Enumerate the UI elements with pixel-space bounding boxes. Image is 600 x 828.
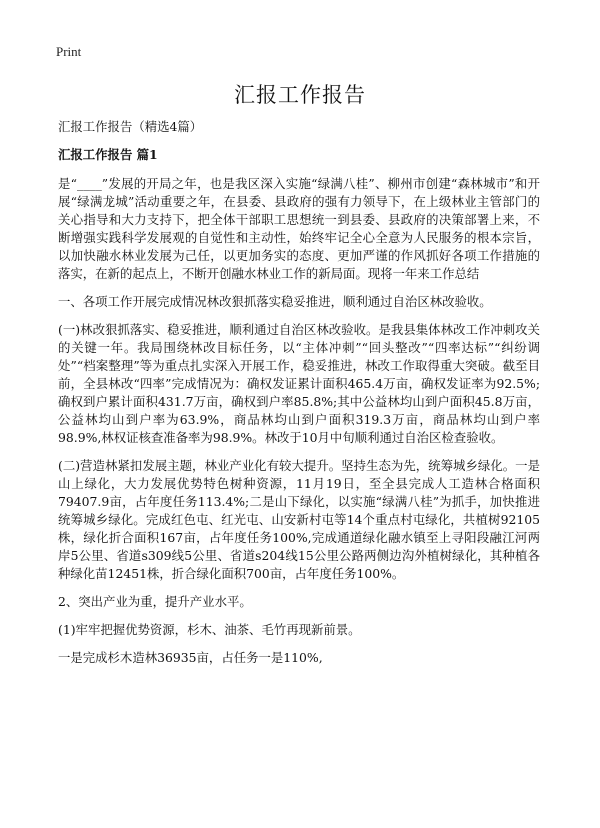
paragraph-intro: 是“____”发展的开局之年，也是我区深入实施“绿满八桂”、柳州市创建“森林城市”和开展“绿满龙城”活动重要之年，在县委、县政府的强有力领导下，在上级林业主管部门的关心指导和大力支持下，把全体干部职工思想统一到县委、县政府的决策部署上来，不断增强实践科学发展观的自觉性和主动性，始终牢记全心全意为人民服务的根本宗旨，以加快融水林业发展为己任，以更加务实的态度、更加严谨的作风抓好各项工作措施的落实，在新的起点上，不断开创融水林业工作的新局面。现将一年来工作总结 [58, 176, 540, 281]
paragraph-forest-reform: (一)林改狠抓落实、稳妥推进，顺利通过自治区林改验收。是我县集体林改工作冲刺攻关的关键一年。我局围绕林改目标任务，以“主体冲刺”“回头整改”“四率达标”“纠纷调处”“档案整理”等为重点扎实深入开展工作，稳妥推进，林改工作取得重大突破。截至目前，全县林改“四率”完成情况为：确权发证累计面积465.4万亩，确权发证率为92.5%;确权到户累计面积431.7万亩，确权到户率85.8%;其中公益林均山到户面积45.8万亩，公益林均山到户率为63.9%，商品林均山到户面积319.3万亩，商品林均山到户率98.9%,林权证核查准备率为98.9%。林改于10月中旬顺利通过自治区检查验收。 [58, 322, 540, 445]
print-link[interactable]: Print [56, 44, 82, 59]
paragraph-fir-planting: 一是完成杉木造林36935亩，占任务一是110%, [58, 650, 323, 665]
paragraph-resources: (1)牢牢把握优势资源，杉木、油茶、毛竹再现新前景。 [58, 622, 361, 637]
paragraph-afforestation: (二)营造林紧扣发展主题，林业产业化有较大提升。坚持生态为先，统筹城乡绿化。一是山上绿化，大力发展优势特色树种资源，11月19日，至全县完成人工造林合格面积79407.9亩，占年度任务113.4%;二是山下绿化，以实施“绿满八桂”为抓手，加快推进统筹城乡绿化。完成红色屯、红光屯、山安新村屯等14个重点村屯绿化，共植树92105株，绿化折合面积167亩，占年度任务100%,完成通道绿化融水镇至上寻阳段融江河两岸5公里、省道s309线5公里、省道s204线15公里公路两侧边沟外植树绿化，其种植各种绿化苗12451株，折合绿化面积700亩，占年度任务100%。 [58, 458, 540, 581]
paragraph-section-one: 一、各项工作开展完成情况林改狠抓落实稳妥推进，顺利通过自治区林改验收。 [58, 294, 492, 309]
section-heading: 汇报工作报告 篇1 [58, 147, 158, 162]
document-subtitle: 汇报工作报告（精选4篇） [58, 119, 203, 134]
page-title: 汇报工作报告 [234, 83, 366, 107]
document-body [58, 118, 540, 677]
paragraph-industry-heading: 2、突出产业为重，提升产业水平。 [58, 594, 252, 609]
